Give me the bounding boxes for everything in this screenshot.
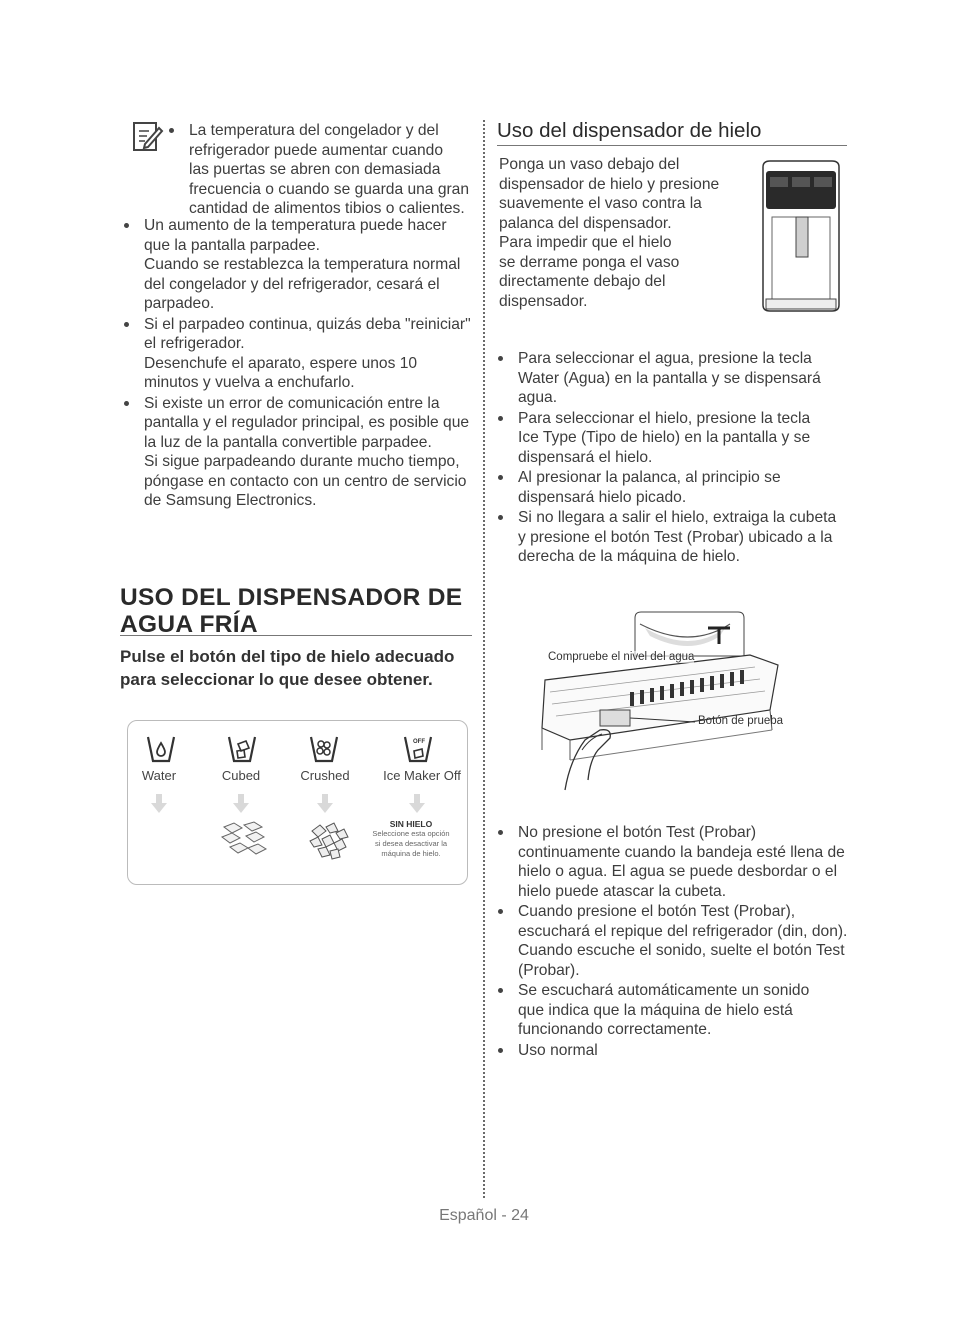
text-line: Desenchufe el aparato, espere unos 10	[144, 354, 418, 372]
text-line: parpadeo.	[144, 295, 215, 312]
text-line: Un aumento de la temperatura puede hacer	[144, 217, 447, 234]
list-item	[495, 823, 855, 901]
cubed-ice-icon	[225, 735, 259, 768]
text-line: la luz de la pantalla convertible parpadee.	[144, 433, 432, 451]
text-line: que la pantalla parpadee.	[144, 236, 321, 254]
text-line: directamente debajo del	[499, 273, 666, 290]
text-line: Uso normal	[518, 1041, 598, 1059]
right-bullets-bottom	[495, 823, 855, 1061]
text-line: derecha de la máquina de hielo.	[518, 548, 740, 565]
right-bullets-top	[495, 349, 855, 568]
text-line: Si existe un error de comunicación entre la	[144, 394, 440, 412]
arrow-down-icon	[232, 794, 250, 819]
title-rule	[497, 145, 847, 146]
text-line: frecuencia o cuando se guarda una gran	[189, 180, 470, 198]
water-button-label[interactable]: Water	[141, 768, 177, 783]
text-line: funcionando correctamente.	[518, 1021, 712, 1038]
arrow-down-icon	[408, 794, 426, 819]
text-line: dispensador.	[499, 292, 588, 310]
section-subtitle	[120, 645, 480, 691]
text-line: Si el parpadeo continua, quizás deba "reiniciar"	[144, 315, 471, 333]
text-line: del congelador y del refrigerador, cesará el	[144, 275, 440, 293]
text-line: (Probar).	[518, 961, 580, 979]
title-line: AGUA FRÍA	[120, 611, 258, 638]
list-item	[121, 394, 476, 511]
text-line: minutos y vuelva a enchufarlo.	[144, 374, 355, 391]
list-item	[495, 902, 855, 980]
text-line: y presione el botón Test (Probar) ubicado a la	[518, 528, 833, 546]
text-line: hielo o agua. El agua se puede desbordar o el	[518, 863, 838, 880]
cubed-button-label[interactable]: Cubed	[221, 768, 261, 783]
text-line: palanca del dispensador.	[499, 214, 672, 232]
text-line: Cuando presione el botón Test (Probar),	[518, 903, 796, 920]
left-bullets	[121, 216, 476, 512]
subtitle-line: Pulse el botón del tipo de hielo adecuado	[120, 647, 455, 666]
sin-hielo-line: Seleccione esta opción	[372, 829, 450, 838]
note-list	[166, 121, 476, 219]
section-title-water	[120, 584, 480, 638]
cubed-ice-illustration	[218, 819, 270, 862]
text-line: Para impedir que el hielo	[499, 234, 672, 251]
text-line: el refrigerador.	[144, 335, 245, 352]
list-item	[495, 508, 855, 567]
note-item	[166, 121, 476, 219]
dispenser-illustration	[760, 159, 842, 319]
sin-hielo-line: máquina de hielo.	[381, 849, 441, 858]
ice-dispenser-intro	[499, 155, 749, 311]
crushed-ice-illustration	[304, 819, 354, 866]
list-item	[495, 349, 855, 408]
text-line: cantidad de alimentos tibios o calientes.	[189, 200, 465, 217]
text-line: pantalla y el regulador principal, es posible que	[144, 414, 470, 431]
page-footer: Español - 24	[439, 1207, 529, 1224]
text-line: las puertas se abren con demasiada	[189, 161, 441, 178]
text-line: que indica que la máquina de hielo está	[518, 1001, 793, 1019]
ice-maker-off-icon	[401, 735, 435, 768]
text-line: Water (Agua) en la pantalla y se dispensará	[518, 369, 821, 387]
text-line: Ice Type (Tipo de hielo) en la pantalla y se	[518, 429, 811, 446]
subtitle-line: para seleccionar lo que desee obtener.	[120, 670, 433, 689]
text-line: dispensará hielo picado.	[518, 488, 687, 506]
sin-hielo-note	[360, 819, 462, 859]
note-icon	[131, 120, 165, 154]
text-line: se derrame ponga el vaso	[499, 253, 680, 271]
text-line: Si sigue parpadeando durante mucho tiempo,	[144, 453, 460, 470]
arrow-down-icon	[150, 794, 168, 819]
text-line: dispensará el hielo.	[518, 448, 653, 466]
off-badge: OFF	[413, 739, 425, 745]
note-first-item	[166, 121, 476, 220]
text-line: Si no llegara a salir el hielo, extraiga la cubeta	[518, 509, 837, 526]
text-line: Al presionar la palanca, al principio se	[518, 469, 781, 486]
text-line: dispensador de hielo y presione	[499, 175, 720, 193]
sin-hielo-title: SIN HIELO	[389, 819, 433, 829]
text-line: de Samsung Electronics.	[144, 492, 317, 509]
text-line: Ponga un vaso debajo del	[499, 156, 680, 173]
text-line: Para seleccionar el hielo, presione la tecla	[518, 409, 811, 427]
list-item	[495, 1041, 855, 1061]
arrow-down-icon	[316, 794, 334, 819]
text-line: La temperatura del congelador y del	[189, 122, 439, 139]
ice-maker-off-button-label[interactable]: Ice Maker Off	[383, 768, 461, 783]
ice-maker-diagram	[530, 610, 830, 800]
list-item	[495, 981, 855, 1040]
text-line: No presione el botón Test (Probar)	[518, 824, 757, 841]
column-divider	[483, 120, 485, 1198]
text-line: agua.	[518, 389, 558, 406]
text-line: Para seleccionar el agua, presione la tecla	[518, 350, 812, 367]
text-line: suavemente el vaso contra la	[499, 195, 702, 212]
ice-dispenser-title: Uso del dispensador de hielo	[497, 119, 762, 142]
list-item	[495, 409, 855, 468]
text-line: Se escuchará automáticamente un sonido	[518, 982, 810, 999]
text-line: refrigerador puede aumentar cuando	[189, 141, 443, 159]
water-level-label: Compruebe el nivel del agua	[548, 651, 695, 663]
text-line: Cuando escuche el sonido, suelte el botón Test	[518, 942, 845, 959]
dispenser-panel	[127, 720, 468, 885]
text-line: continuamente cuando la bandeja esté llena de	[518, 843, 845, 861]
text-line: escuchará el repique del refrigerador (din, don).	[518, 922, 848, 940]
crushed-ice-icon	[307, 735, 341, 768]
text-line: Cuando se restablezca la temperatura normal	[144, 256, 461, 273]
list-item	[121, 315, 476, 393]
text-line: hielo puede atascar la cubeta.	[518, 882, 727, 900]
list-item	[495, 468, 855, 507]
water-icon	[144, 735, 178, 768]
sin-hielo-line: si desea desactivar la	[374, 839, 448, 848]
text-line: póngase en contacto con un centro de servicio	[144, 472, 467, 490]
test-button-label: Botón de prueba	[698, 715, 784, 727]
section-rule	[120, 635, 472, 636]
list-item	[121, 216, 476, 314]
crushed-button-label[interactable]: Crushed	[300, 768, 350, 783]
title-line: USO DEL DISPENSADOR DE	[120, 584, 463, 611]
